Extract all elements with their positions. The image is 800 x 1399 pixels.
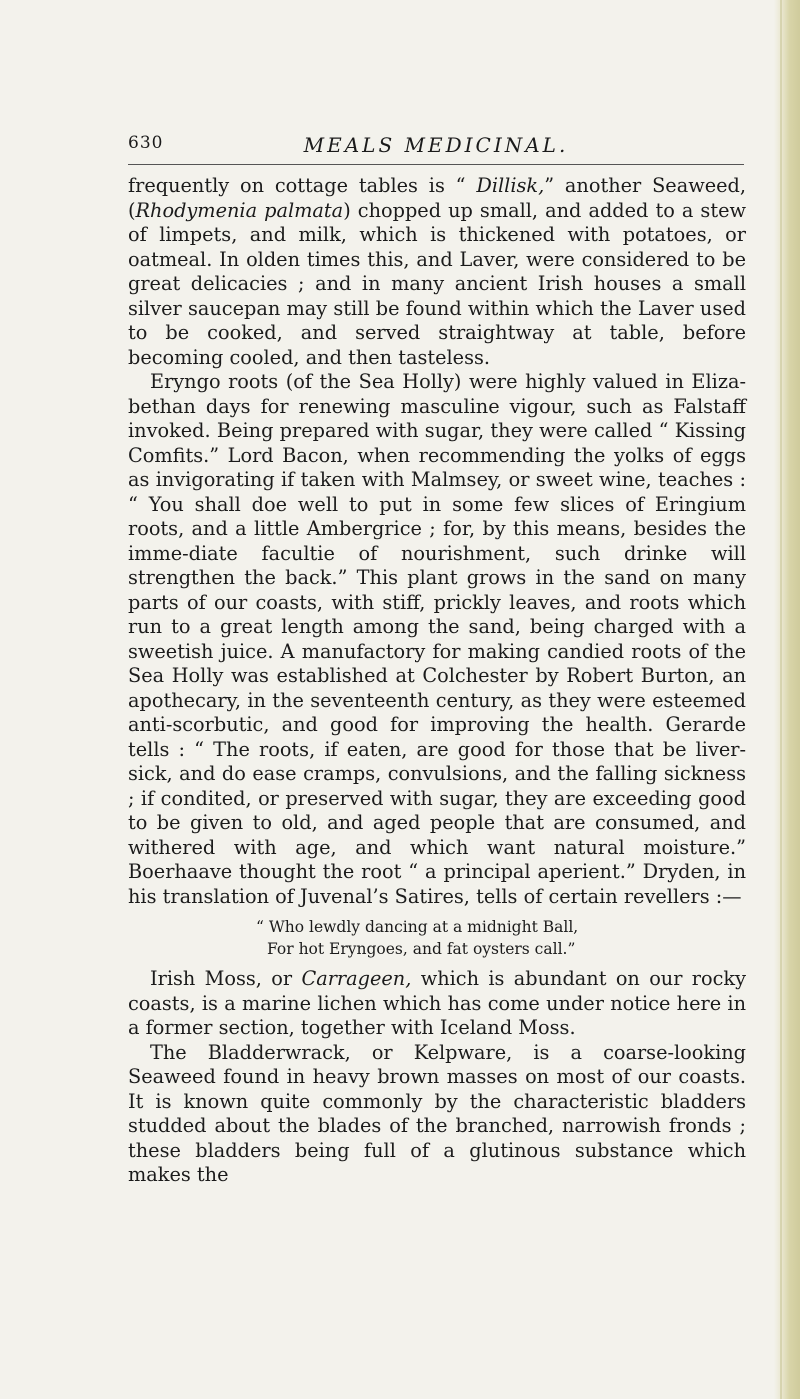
running-title: MEALS MEDICINAL. [303,133,569,157]
page-edge-shading [774,0,800,1399]
page-number: 630 [128,133,164,153]
verse-quotation [256,916,746,960]
paragraph-eryngo: Eryngo roots (of the Sea Holly) were highly valued in Eliza-bethan days for renewing masculine vigour, such as Falstaff invoked. Being prepared with sugar, they were called “ Kissing Comfits.” Lord Bacon, when recommending the yolks of eggs as invigorating if taken with Malmsey, or sweet wine, teaches : “ You shall doe well to put in some few slices of Eringium roots, and a little Ambergrice ; for, by this means, besides the imme-diate facultie of nourishment, such drinke will strengthen the back.” This plant grows in the sand on many parts of our coasts, with stiff, prickly leaves, and roots which run to a great length among the sand, being charged with a sweetish juice. A manufactory for making candied roots of the Sea Holly was established at Colchester by Robert Burton, an apothecary, in the seventeenth century, as they were esteemed anti-scorbutic, and good for improving the health. Gerarde tells : “ The roots, if eaten, are good for those that be liver-sick, and do ease cramps, convulsions, and the falling sickness ; if condited, or preserved with sugar, they are exceeding good to be given to old, and aged people that are consumed, and withered with age, and which want natural moisture.” Boerhaave thought the root “ a principal aperient.” Dryden, in his translation of Juvenal’s Satires, tells of certain revellers :— [128,370,746,908]
body-text [128,174,746,1188]
paragraph-dillisk: frequently on cottage tables is “ Dillisk,” another Seaweed, (Rhodymenia palmata) chopped up small, and added to a stew of limpets, and milk, which is thickened with potatoes, or oatmeal. In olden times this, and Laver, were considered to be great delicacies ; and in many ancient Irish houses a small silver saucepan may still be found within which the Laver used to be cooked, and served straightway at table, before becoming cooled, and then tasteless. [128,174,747,369]
paragraph-bladderwrack: The Bladderwrack, or Kelpware, is a coarse-looking Seaweed found in heavy brown masses on most of our coasts. It is known quite commonly by the characteristic bladders studded about the blades of the branched, narrowish fronds ; these bladders being full of a glutinous substance which makes the [128,1040,746,1186]
italic-rhodymenia: Rhodymenia palmata [135,198,344,222]
paragraph-irish-moss: Irish Moss, or Carrageen, which is abundant on our rocky coasts, is a marine lichen which has come under notice here in a former section, together with Iceland Moss. [128,967,746,1039]
verse-line-2: For hot Eryngoes, and fat oysters call.” [267,940,576,958]
header-rule [128,164,744,165]
verse-line-1: “ Who lewdly dancing at a midnight Ball, [256,918,579,936]
italic-carrageen: Carrageen, [301,967,412,990]
italic-dillisk: Dillisk, [476,174,545,197]
running-head [128,133,744,163]
